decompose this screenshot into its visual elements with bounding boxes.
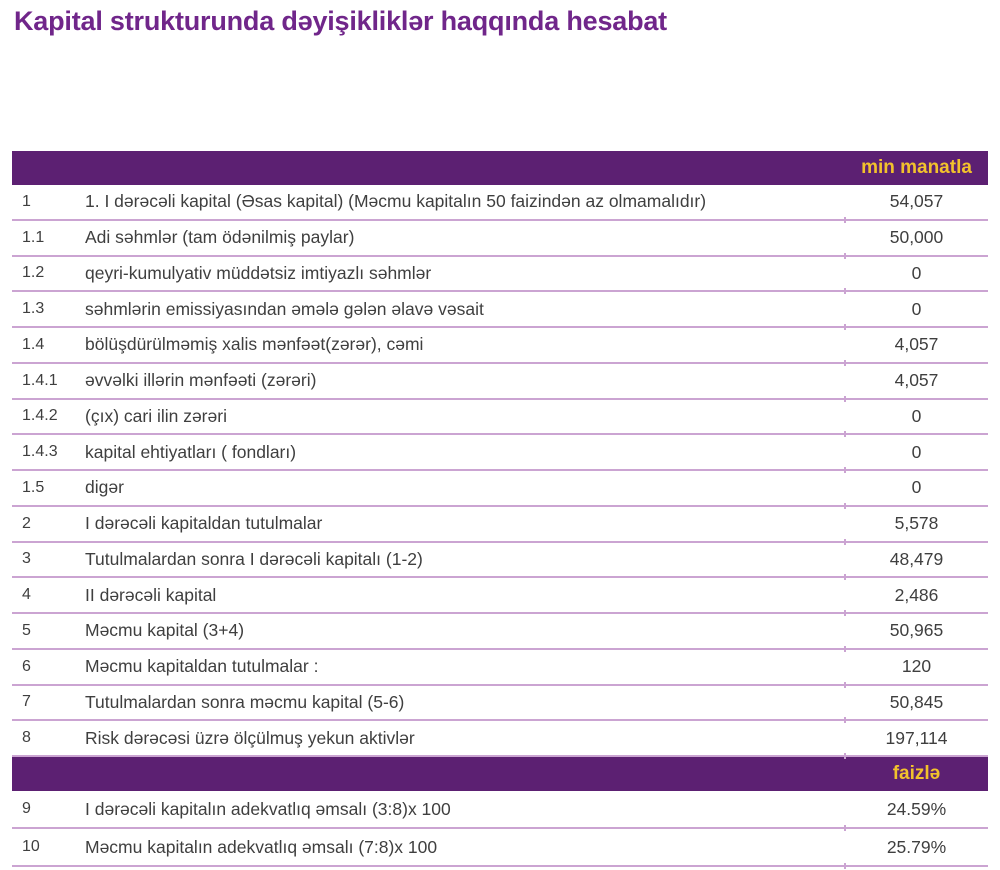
row-label: səhmlərin emissiyasından əmələ gələn əlavə vəsait — [85, 298, 484, 319]
table-row — [12, 400, 988, 436]
table-row — [12, 721, 988, 757]
row-label: (çıx) cari ilin zərəri — [85, 405, 227, 426]
row-number: 6 — [22, 657, 31, 675]
table-row — [12, 292, 988, 328]
unit-header: min manatla — [861, 157, 972, 178]
table-row — [12, 221, 988, 257]
table-row — [12, 650, 988, 686]
row-value: 24.59% — [886, 798, 947, 819]
row-label: Adi səhmlər (tam ödənilmiş paylar) — [85, 227, 355, 248]
table-row — [12, 435, 988, 471]
row-label: I dərəcəli kapitaldan tutulmalar — [85, 513, 323, 534]
row-value: 0 — [911, 441, 922, 462]
row-number: 8 — [22, 729, 31, 747]
row-value: 54,057 — [889, 191, 944, 212]
row-number: 1.5 — [22, 478, 45, 496]
table-header-band — [12, 151, 988, 185]
table-row — [12, 185, 988, 221]
row-label: kapital ehtiyatları ( fondları) — [85, 441, 297, 462]
row-value: 2,486 — [894, 584, 939, 605]
row-number: 2 — [22, 514, 31, 532]
table-row — [12, 791, 988, 829]
table-percent-body — [12, 791, 988, 867]
table-row — [12, 829, 988, 867]
row-label: Tutulmalardan sonra məcmu kapital (5-6) — [85, 691, 405, 712]
percent-header-band — [12, 757, 988, 791]
row-number: 1.4.2 — [22, 407, 58, 425]
table-row — [12, 328, 988, 364]
row-number: 3 — [22, 550, 31, 568]
row-value: 4,057 — [894, 334, 939, 355]
row-label: Tutulmalardan sonra I dərəcəli kapitalı (1-2) — [85, 548, 423, 569]
table-row — [12, 257, 988, 293]
table-row — [12, 578, 988, 614]
row-label: qeyri-kumulyativ müddətsiz imtiyazlı səhmlər — [85, 262, 432, 283]
table-row — [12, 364, 988, 400]
row-number: 1.1 — [22, 228, 45, 246]
row-label: Risk dərəcəsi üzrə ölçülmuş yekun aktivlər — [85, 727, 415, 748]
row-number: 1.4 — [22, 335, 45, 353]
row-value: 50,845 — [889, 691, 944, 712]
row-label: Məcmu kapital (3+4) — [85, 620, 245, 641]
row-value: 197,114 — [885, 727, 948, 748]
row-value: 0 — [911, 262, 922, 283]
row-label: I dərəcəli kapitalın adekvatlıq əmsalı (3:8)x 100 — [85, 798, 451, 819]
row-value: 48,479 — [889, 548, 944, 569]
row-label: Məcmu kapitalın adekvatlıq əmsalı (7:8)x 100 — [85, 836, 438, 857]
table-row — [12, 543, 988, 579]
row-value: 0 — [911, 477, 922, 498]
row-number: 4 — [22, 586, 31, 604]
row-number: 5 — [22, 621, 31, 639]
row-label: II dərəcəli kapital — [85, 584, 217, 605]
table-row — [12, 471, 988, 507]
row-value: 25.79% — [886, 836, 947, 857]
row-number: 10 — [22, 838, 40, 855]
row-label: digər — [85, 477, 124, 498]
table-row — [12, 614, 988, 650]
capital-structure-table — [12, 151, 988, 867]
row-number: 1.4.1 — [22, 371, 58, 389]
row-label: 1. I dərəcəli kapital (Əsas kapital) (Məcmu kapitalın 50 faizindən az olmamalıdır) — [85, 191, 707, 212]
row-value: 120 — [901, 656, 932, 677]
row-number: 1.2 — [22, 264, 45, 282]
row-value: 50,000 — [889, 227, 944, 248]
table-body — [12, 185, 988, 757]
row-number: 1 — [22, 192, 31, 210]
table-row — [12, 686, 988, 722]
row-value: 0 — [911, 405, 922, 426]
page-title: Kapital strukturunda dəyişikliklər haqqında hesabat — [14, 6, 667, 36]
row-value: 50,965 — [889, 620, 944, 641]
row-number: 9 — [22, 800, 31, 817]
row-label: Məcmu kapitaldan tutulmalar : — [85, 656, 319, 677]
percent-unit-header: faizlə — [892, 763, 941, 784]
row-number: 7 — [22, 693, 31, 711]
row-value: 4,057 — [894, 370, 939, 391]
row-label: bölüşdürülməmiş xalis mənfəət(zərər), cəmi — [85, 334, 424, 355]
row-value: 5,578 — [894, 513, 939, 534]
row-number: 1.4.3 — [22, 443, 58, 461]
row-value: 0 — [911, 298, 922, 319]
row-label: əvvəlki illərin mənfəəti (zərəri) — [85, 370, 317, 391]
table-row — [12, 507, 988, 543]
row-number: 1.3 — [22, 300, 45, 318]
